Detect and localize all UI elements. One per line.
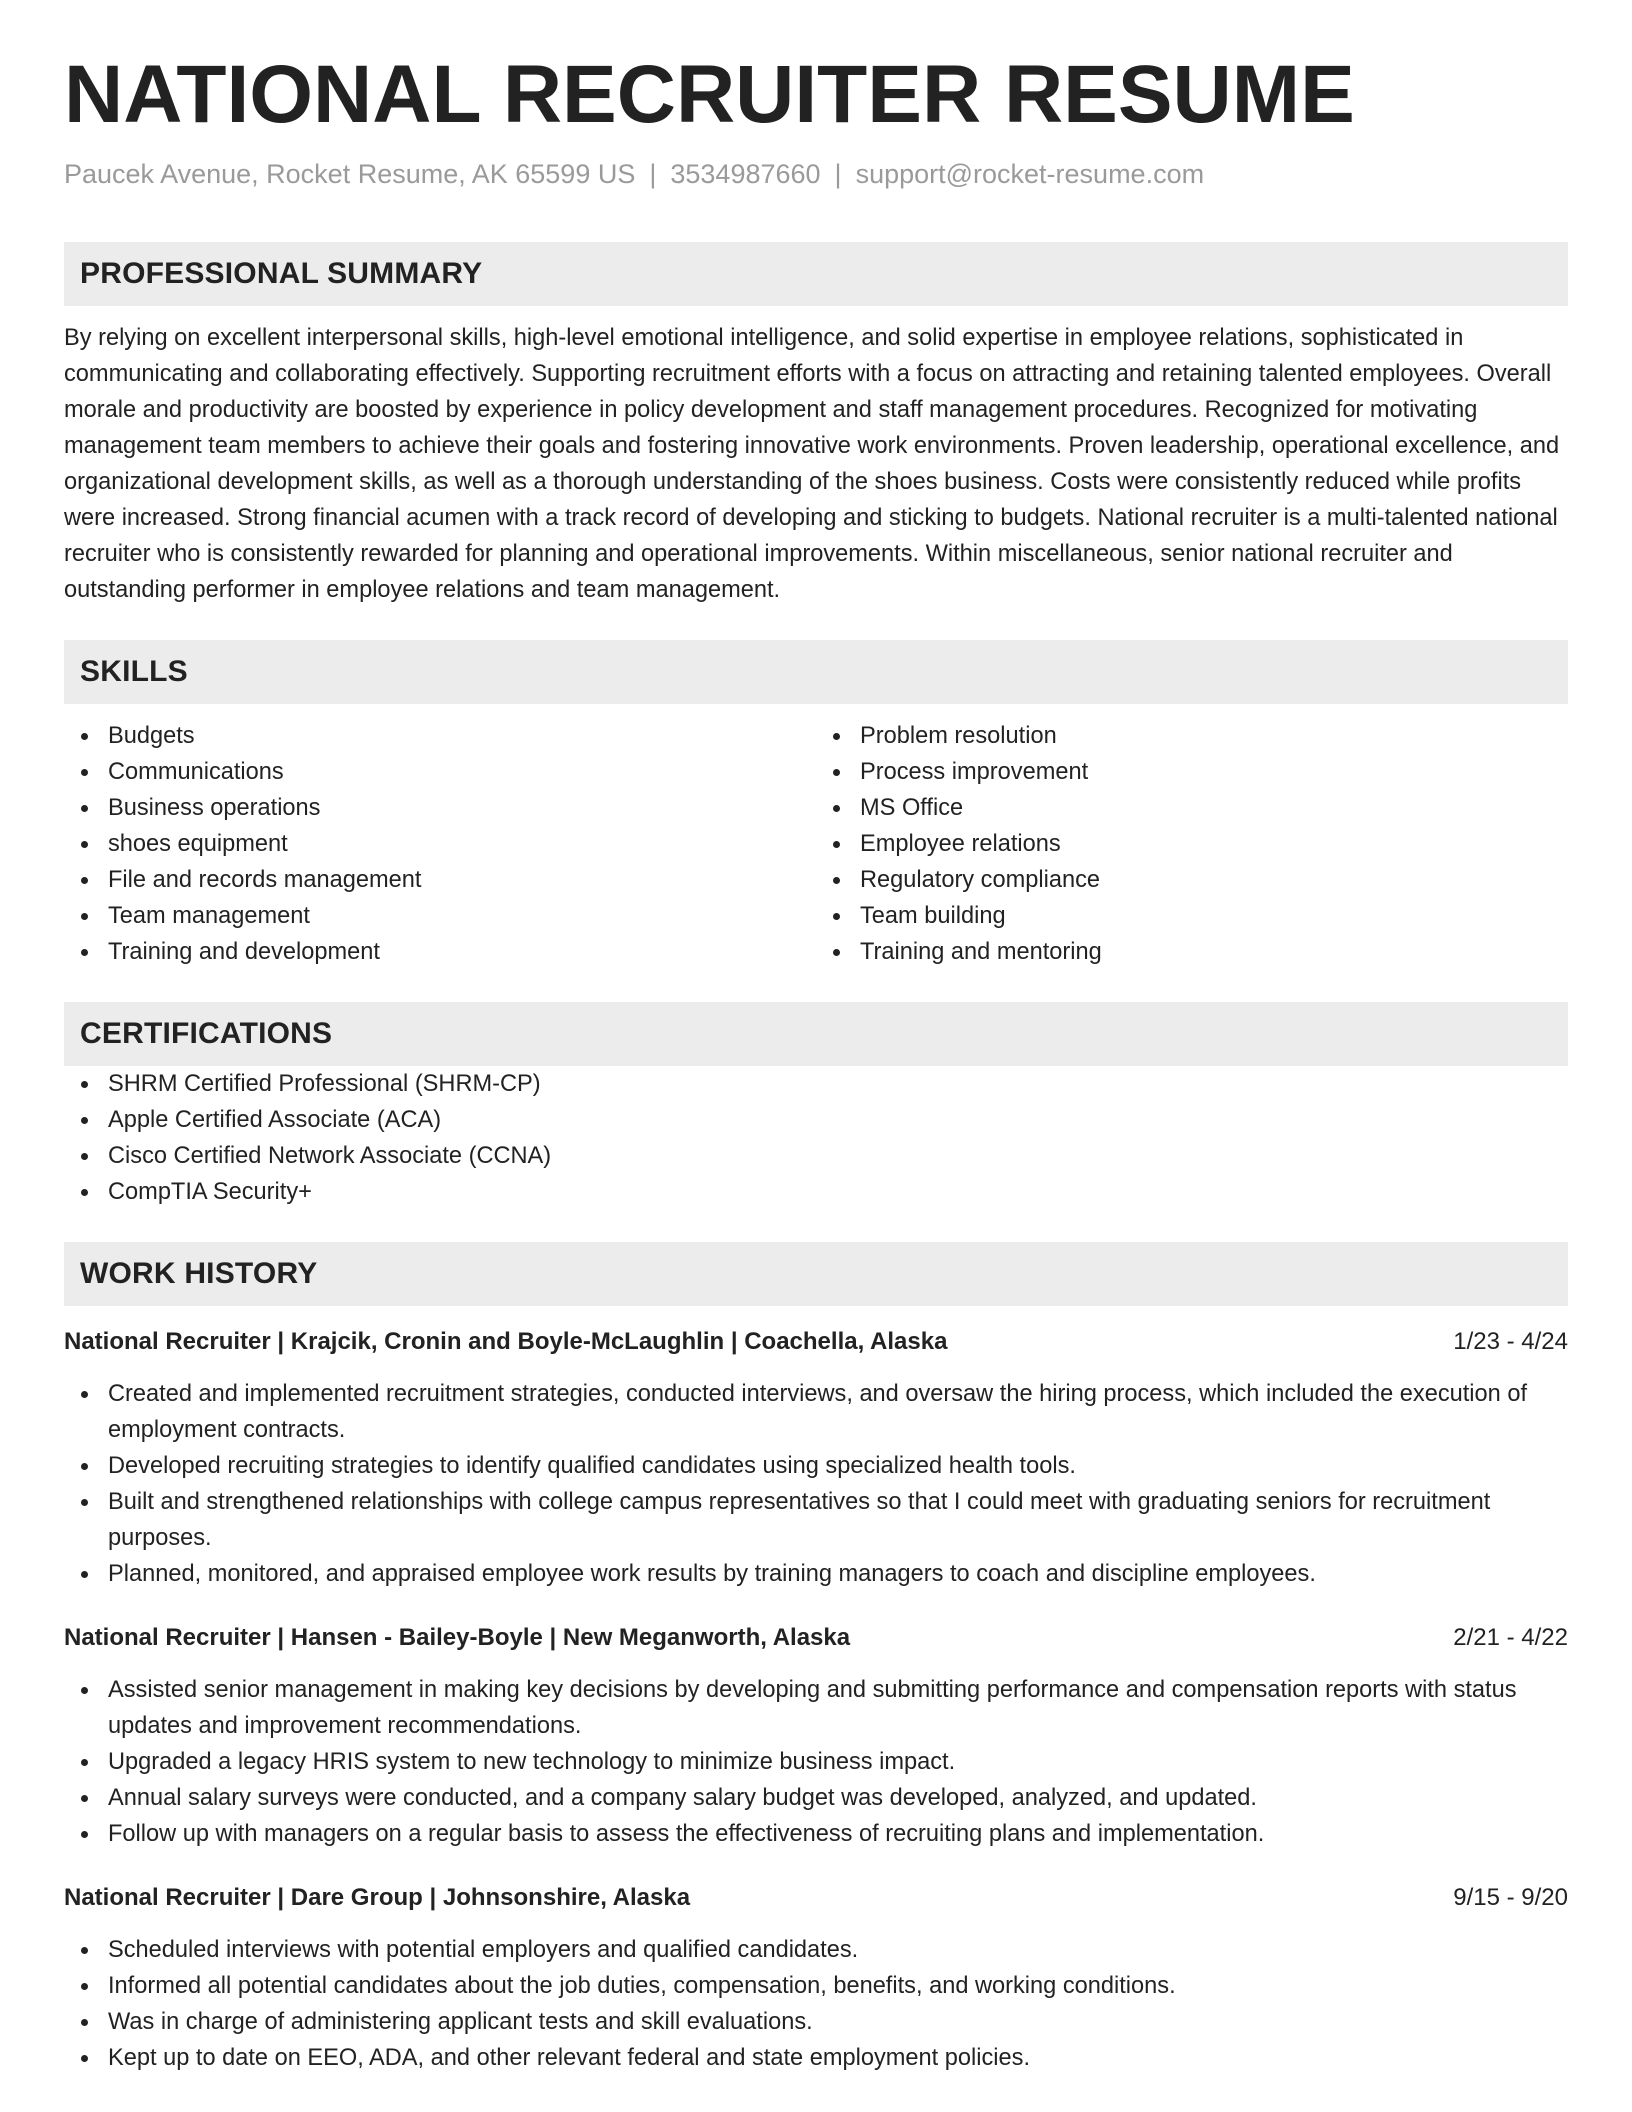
skill-item: Process improvement	[816, 754, 1568, 790]
skill-item: File and records management	[64, 862, 816, 898]
job-bullets	[64, 1672, 1568, 1852]
section-header-certifications	[64, 1002, 1568, 1066]
contact-phone: 3534987660	[670, 159, 821, 190]
job-bullet: Scheduled interviews with potential employers and qualified candidates.	[64, 1932, 1568, 1968]
skill-item: Business operations	[64, 790, 816, 826]
certifications-list	[64, 1066, 1568, 1210]
section-title-work-history: WORK HISTORY	[80, 1257, 318, 1291]
job-dates: 2/21 - 4/22	[1453, 1624, 1568, 1652]
contact-email: support@rocket-resume.com	[855, 159, 1205, 190]
section-title-certifications: CERTIFICATIONS	[80, 1017, 333, 1051]
skill-item: Team building	[816, 898, 1568, 934]
job-bullets	[64, 1376, 1568, 1592]
job-header	[64, 1324, 1568, 1360]
job-bullet: Informed all potential candidates about the job duties, compensation, benefits, and working conditions.	[64, 1968, 1568, 2004]
skill-item: Communications	[64, 754, 816, 790]
skill-item: Budgets	[64, 718, 816, 754]
certification-item: SHRM Certified Professional (SHRM-CP)	[64, 1066, 1568, 1102]
job-bullet: Created and implemented recruitment strategies, conducted interviews, and oversaw the hiring process, which included the execution of employment contracts.	[64, 1376, 1568, 1448]
job-bullet: Was in charge of administering applicant tests and skill evaluations.	[64, 2004, 1568, 2040]
skills-list-right	[816, 718, 1568, 970]
job-bullet: Built and strengthened relationships with college campus representatives so that I could meet with graduating seniors for recruitment purposes.	[64, 1484, 1568, 1556]
job-title: National Recruiter | Dare Group | Johnsonshire, Alaska	[64, 1884, 691, 1912]
skill-item: Problem resolution	[816, 718, 1568, 754]
section-header-skills	[64, 640, 1568, 704]
skill-item: Employee relations	[816, 826, 1568, 862]
job-title: National Recruiter | Krajcik, Cronin and Boyle-McLaughlin | Coachella, Alaska	[64, 1328, 948, 1356]
section-header-work-history	[64, 1242, 1568, 1306]
resume-title: NATIONAL RECRUITER RESUME	[64, 49, 1355, 140]
job-entry	[64, 1620, 1568, 1852]
job-header	[64, 1620, 1568, 1656]
skill-item: shoes equipment	[64, 826, 816, 862]
job-dates: 1/23 - 4/24	[1453, 1328, 1568, 1356]
contact-address: Paucek Avenue, Rocket Resume, AK 65599 US	[64, 159, 636, 190]
summary-paragraph: By relying on excellent interpersonal skills, high-level emotional intelligence, and solid expertise in employee relations, sophisticated in communicating and collaborating effectively. Supporting recruitment efforts with a focus on attracting and retaining talented employees. Overall morale and productivity are boosted by experience in policy development and staff management procedures. Recognized for motivating management team members to achieve their goals and fostering innovative work environments. Proven leadership, operational excellence, and organizational development skills, as well as a thorough understanding of the shoes business. Costs were consistently reduced while profits were increased. Strong financial acumen with a track record of developing and sticking to budgets. National recruiter is a multi-talented national recruiter who is consistently rewarded for planning and operational improvements. Within miscellaneous, senior national recruiter and outstanding performer in employee relations and team management.	[64, 325, 1560, 604]
skill-item: Training and development	[64, 934, 816, 970]
contact-line	[64, 158, 1568, 190]
job-bullet: Kept up to date on EEO, ADA, and other relevant federal and state employment policies.	[64, 2040, 1568, 2076]
contact-separator: |	[649, 159, 657, 190]
job-title: National Recruiter | Hansen - Bailey-Boyle | New Meganworth, Alaska	[64, 1624, 851, 1652]
job-dates: 9/15 - 9/20	[1453, 1884, 1568, 1912]
job-bullet: Developed recruiting strategies to identify qualified candidates using specialized health tools.	[64, 1448, 1568, 1484]
job-entry	[64, 1324, 1568, 1592]
job-bullet: Upgraded a legacy HRIS system to new technology to minimize business impact.	[64, 1744, 1568, 1780]
skill-item: Regulatory compliance	[816, 862, 1568, 898]
job-bullet: Planned, monitored, and appraised employee work results by training managers to coach and discipline employees.	[64, 1556, 1568, 1592]
job-bullets	[64, 1932, 1568, 2076]
skills-columns	[64, 718, 1568, 970]
skill-item: MS Office	[816, 790, 1568, 826]
certification-item: Apple Certified Associate (ACA)	[64, 1102, 1568, 1138]
skill-item: Training and mentoring	[816, 934, 1568, 970]
certification-item: Cisco Certified Network Associate (CCNA)	[64, 1138, 1568, 1174]
section-title-summary: PROFESSIONAL SUMMARY	[80, 257, 483, 291]
section-title-skills: SKILLS	[80, 655, 188, 689]
job-bullet: Follow up with managers on a regular basis to assess the effectiveness of recruiting plans and implementation.	[64, 1816, 1568, 1852]
skills-list-left	[64, 718, 816, 970]
job-header	[64, 1880, 1568, 1916]
section-header-summary	[64, 242, 1568, 306]
job-bullet: Assisted senior management in making key decisions by developing and submitting performance and compensation reports with status updates and improvement recommendations.	[64, 1672, 1568, 1744]
skill-item: Team management	[64, 898, 816, 934]
job-entry	[64, 1880, 1568, 2076]
job-bullet: Annual salary surveys were conducted, and a company salary budget was developed, analyzed, and updated.	[64, 1780, 1568, 1816]
certification-item: CompTIA Security+	[64, 1174, 1568, 1210]
contact-separator: |	[834, 159, 842, 190]
